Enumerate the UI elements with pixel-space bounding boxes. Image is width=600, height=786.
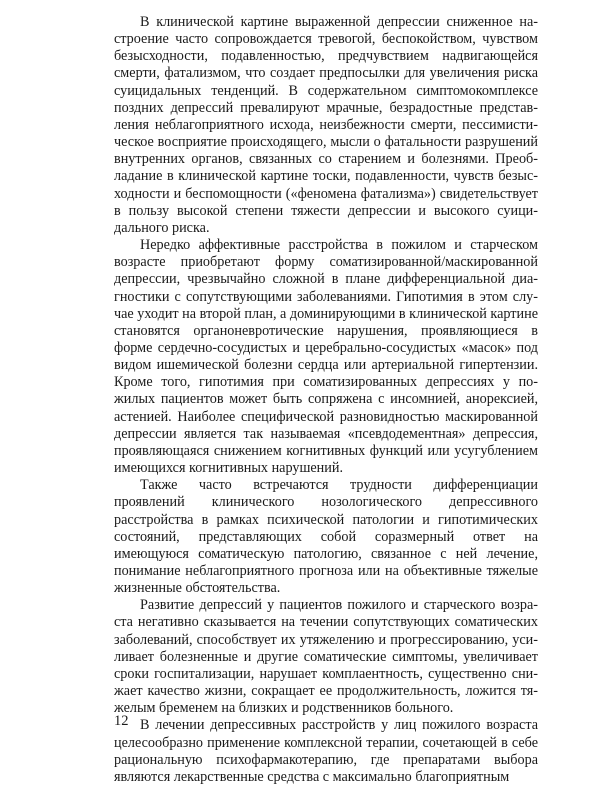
body-text	[114, 14, 538, 786]
paragraph-clinical-picture: В клинической картине выраженной депрессии сниженное настроение часто сопровождается тревогой, беспокойством, чувством безысходности, подавленностью, предчувствием надвигающейся смерти, фатализмом, что создает предпосылки для увеличения риска суицидальных тенденций. В содержательном симптомокомплексе поздних депрессий превалируют мрачные, безрадостные представления неблагоприятного исхода, неизбежности смерти, пессимистическое восприятие происходящего, мысли о фатальности разрушений внутренних органов, связанных со старением и болезнями. Преобладание в клинической картине тоски, подавленности, чувств безысходности и беспомощности («феномена фатализма») свидетельствует в пользу высокой степени тяжести депрессии и высокого суицидального риска.	[114, 14, 538, 236]
paragraph-somatic-impact: Развитие депрессий у пациентов пожилого и старческого возраста негативно сказывается на течении сопутствующих соматических заболеваний, способствует их утяжелению и прогрессированию, усиливает болезненные и другие соматические симптомы, увеличивает сроки госпитализации, нарушает комплаентность, существенно снижает качество жизни, сокращает ее продолжительность, ложится тяжелым бременем на близких и родственников больного.	[114, 597, 538, 717]
page-number: 12	[114, 713, 129, 729]
paragraph-masked-depression: Нередко аффективные расстройства в пожилом и старческом возрасте приобретают форму соматизированной/маскированной депрессии, чрезвычайно сложной в плане дифференциальной диагностики с сопутствующими заболеваниями. Гипотимия в этом случае уходит на второй план, а доминирующими в клинической картине становятся органоневротические нарушения, проявляющиеся в форме сердечно-сосудистых и церебрально-сосудистых «масок» под видом ишемической болезни сердца или артериальной гипертензии. Кроме того, гипотимия при соматизированных депрессиях у пожилых пациентов может быть сопряжена с инсомнией, анорексией, астенией. Наиболее специфической разновидностью маскированной депрессии является так называемая «псевдодементная» депрессия, проявляющаяся снижением когнитивных функций или усугублением имеющихся когнитивных нарушений.	[114, 237, 538, 477]
paragraph-treatment: В лечении депрессивных расстройств у лиц пожилого возраста целесообразно применение комплексной терапии, сочетающей в себе рациональную психофармакотерапию, где препаратами выбора являются лекарственные средства с максимально благоприятным	[114, 717, 538, 785]
paragraph-differentiation: Также часто встречаются трудности дифференциации проявлений клинического нозологического депрессивного расстройства в рамках психической патологии и гипотимических состояний, представляющих собой соразмерный ответ на имеющуюся соматическую патологию, связанное с ней лечение, понимание неблагоприятного прогноза или на объективные тяжелые жизненные обстоятельства.	[114, 477, 538, 597]
